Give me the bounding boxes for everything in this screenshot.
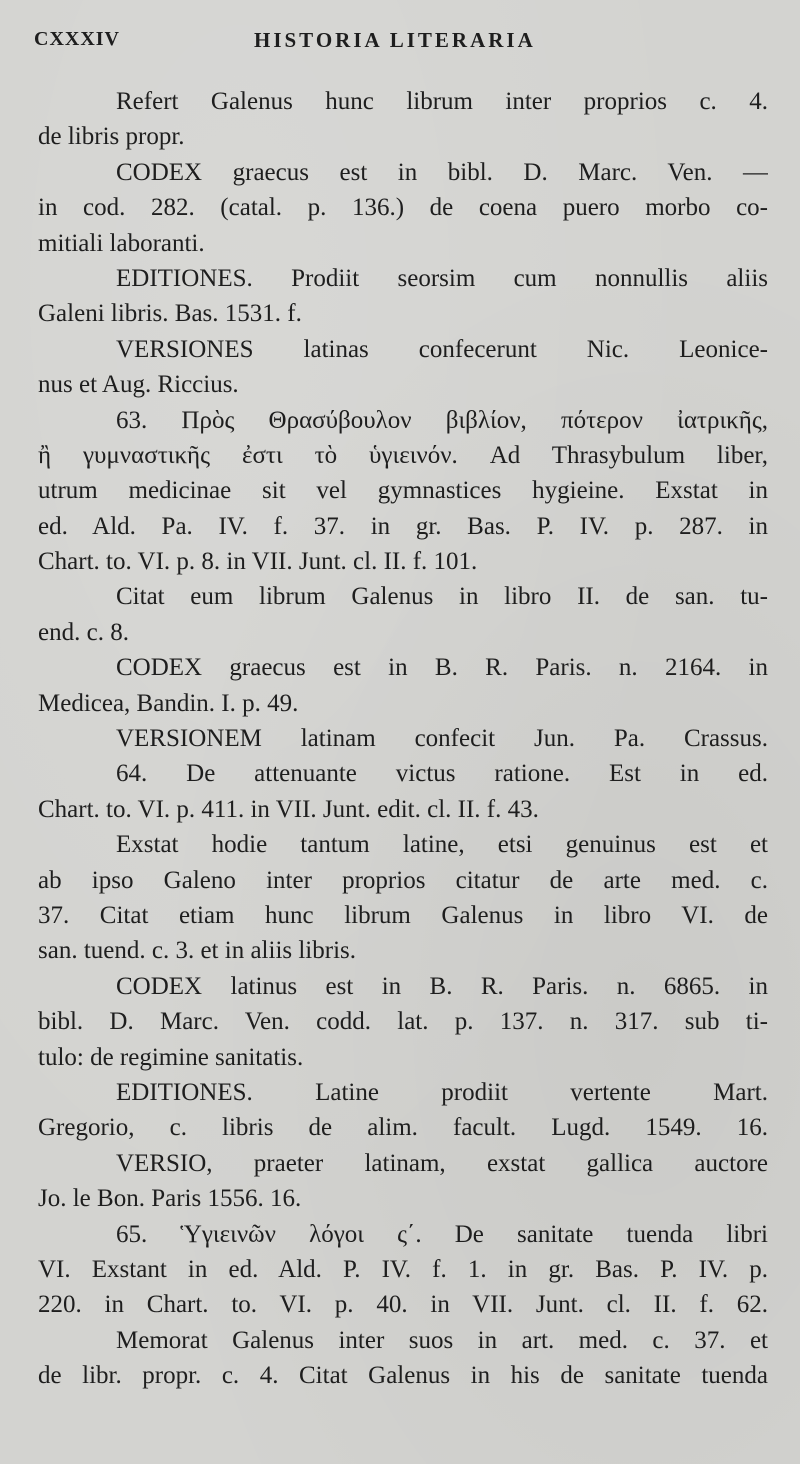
text-line: VERSIONES latinas confecerunt Nic. Leonice-	[116, 335, 768, 363]
text-line: VERSIO, praeter latinam, exstat gallica auctore	[116, 1149, 768, 1177]
text-line: 64. De attenuante victus ratione. Est in ed.	[116, 760, 768, 788]
text-line: end. c. 8.	[38, 618, 129, 646]
text-line: de libr. propr. c. 4. Citat Galenus in his de sanitate tuenda	[38, 1362, 768, 1390]
text-line: tulo: de regimine sanitatis.	[38, 1043, 304, 1071]
text-line: CODEX graecus est in bibl. D. Marc. Ven. —	[116, 158, 768, 186]
text-line: in cod. 282. (catal. p. 136.) de coena puero morbo co-	[38, 194, 768, 222]
text-line: bibl. D. Marc. Ven. codd. lat. p. 137. n. 317. sub ti-	[38, 1008, 768, 1036]
body-text	[38, 84, 768, 1393]
text-line: Medicea, Bandin. I. p. 49.	[38, 689, 299, 717]
text-line: 37. Citat etiam hunc librum Galenus in libro VI. de	[38, 901, 768, 929]
text-line: Galeni libris. Bas. 1531. f.	[38, 300, 302, 328]
running-head	[34, 28, 616, 58]
text-line: ed. Ald. Pa. IV. f. 37. in gr. Bas. P. IV. p. 287. in	[38, 512, 768, 540]
text-line: VI. Exstant in ed. Ald. P. IV. f. 1. in gr. Bas. P. IV. p.	[38, 1255, 768, 1283]
text-line: EDITIONES. Prodiit seorsim cum nonnullis aliis	[116, 264, 768, 292]
text-line: san. tuend. c. 3. et in aliis libris.	[38, 937, 357, 965]
text-line: CODEX latinus est in B. R. Paris. n. 6865. in	[116, 972, 768, 1000]
text-line: mitiali laboranti.	[38, 229, 205, 257]
text-line: 220. in Chart. to. VI. p. 40. in VII. Junt. cl. II. f. 62.	[38, 1291, 768, 1319]
running-title: HISTORIA LITERARIA	[254, 28, 536, 52]
text-line: ἢ γυμναστικῆς ἐστι τὸ ὑγιεινόν. Ad Thrasybulum liber,	[38, 441, 768, 469]
text-line: 63. Πρὸς Θρασύβουλον βιβλίον, πότερον ἰατρικῆς,	[116, 406, 768, 434]
text-line: EDITIONES. Latine prodiit vertente Mart.	[116, 1078, 768, 1106]
text-line: ab ipso Galeno inter proprios citatur de arte med. c.	[38, 866, 768, 894]
text-line: Gregorio, c. libris de alim. facult. Lugd. 1549. 16.	[38, 1114, 768, 1142]
text-line: CODEX graecus est in B. R. Paris. n. 2164. in	[116, 654, 768, 682]
text-line: 65. Ὑγιεινῶν λόγοι ς΄. De sanitate tuenda libri	[116, 1220, 768, 1248]
text-line: Chart. to. VI. p. 8. in VII. Junt. cl. II. f. 101.	[38, 548, 478, 576]
text-line: utrum medicinae sit vel gymnastices hygieine. Exstat in	[38, 477, 768, 505]
text-line: Jo. le Bon. Paris 1556. 16.	[38, 1185, 302, 1213]
page-number: CXXXIV	[34, 28, 120, 50]
text-line: Exstat hodie tantum latine, etsi genuinus est et	[116, 831, 768, 859]
text-line: Citat eum librum Galenus in libro II. de san. tu-	[116, 583, 768, 611]
text-line: Chart. to. VI. p. 411. in VII. Junt. edit. cl. II. f. 43.	[38, 795, 539, 823]
text-line: VERSIONEM latinam confecit Jun. Pa. Crassus.	[116, 725, 768, 753]
text-line: Memorat Galenus inter suos in art. med. c. 37. et	[116, 1326, 768, 1354]
text-line: nus et Aug. Riccius.	[38, 371, 239, 399]
text-line: de libris propr.	[38, 123, 185, 151]
text-line: Refert Galenus hunc librum inter proprios c. 4.	[116, 88, 768, 115]
